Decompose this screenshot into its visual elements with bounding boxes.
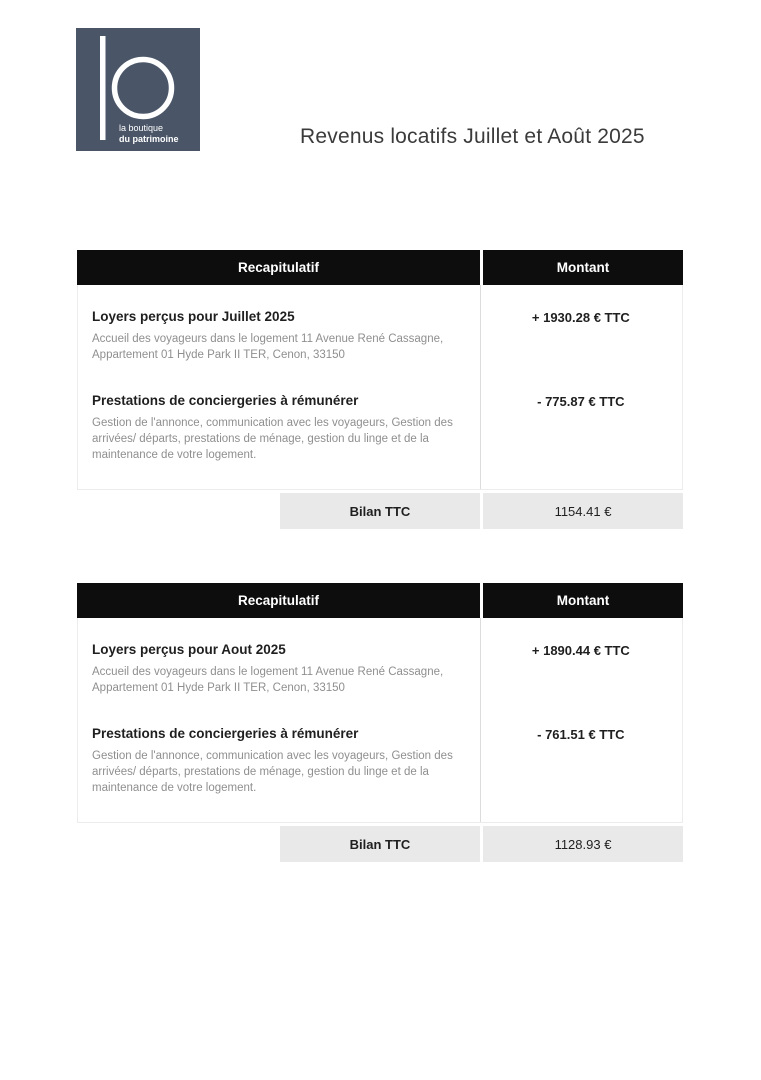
header-montant: Montant: [483, 583, 683, 618]
row-description: Accueil des voyageurs dans le logement 11 Avenue René Cassagne, Appartement 01 Hyde Park II TER, Cenon, 33150: [92, 333, 444, 361]
row-amount: + 1930.28 € TTC: [531, 310, 630, 325]
header-montant: Montant: [483, 250, 683, 285]
table-header: [77, 583, 683, 618]
row-title: Prestations de conciergeries à rémunérer: [92, 393, 359, 408]
row-description-cell: [78, 642, 480, 696]
table-footer: [280, 826, 683, 862]
row-description: Accueil des voyageurs dans le logement 11 Avenue René Cassagne, Appartement 01 Hyde Park II TER, Cenon, 33150: [92, 666, 444, 694]
table-row: [78, 642, 682, 696]
table-row: [78, 726, 682, 796]
column-divider: [480, 618, 481, 822]
header-recapitulatif: Recapitulatif: [77, 583, 480, 618]
row-title: Prestations de conciergeries à rémunérer: [92, 726, 359, 741]
table-body: [77, 285, 683, 490]
row-title: Loyers perçus pour Aout 2025: [92, 642, 286, 657]
row-description-cell: [78, 393, 480, 463]
row-amount-cell: [480, 726, 682, 796]
row-description-cell: [78, 726, 480, 796]
bilan-label: Bilan TTC: [280, 826, 480, 862]
bilan-value: 1128.93 €: [483, 826, 683, 862]
table-aout: [77, 583, 683, 862]
row-amount: + 1890.44 € TTC: [531, 643, 630, 658]
bilan-value: 1154.41 €: [483, 493, 683, 529]
logo-brand-line1: la boutique: [119, 123, 164, 133]
table-body: [77, 618, 683, 823]
logo-b-icon: [76, 28, 200, 151]
logo-brand-line2: du patrimoine: [119, 134, 179, 144]
row-description-cell: [78, 309, 480, 363]
column-divider: [480, 285, 481, 489]
row-amount-cell: [480, 393, 682, 463]
row-amount-cell: [480, 309, 682, 363]
bilan-label: Bilan TTC: [280, 493, 480, 529]
row-amount-cell: [480, 642, 682, 696]
row-amount: - 761.51 € TTC: [537, 727, 625, 742]
row-title: Loyers perçus pour Juillet 2025: [92, 309, 295, 324]
company-logo: [76, 28, 200, 151]
page-title: Revenus locatifs Juillet et Août 2025: [300, 125, 645, 148]
table-juillet: [77, 250, 683, 529]
table-footer: [280, 493, 683, 529]
row-description: Gestion de l'annonce, communication avec les voyageurs, Gestion des arrivées/ départs, prestations de ménage, gestion du linge et de la maintenance de votre logement.: [92, 750, 453, 794]
header-recapitulatif: Recapitulatif: [77, 250, 480, 285]
row-description: Gestion de l'annonce, communication avec les voyageurs, Gestion des arrivées/ départs, prestations de ménage, gestion du linge et de la maintenance de votre logement.: [92, 417, 453, 461]
row-amount: - 775.87 € TTC: [537, 394, 625, 409]
table-header: [77, 250, 683, 285]
table-row: [78, 393, 682, 463]
table-row: [78, 309, 682, 363]
